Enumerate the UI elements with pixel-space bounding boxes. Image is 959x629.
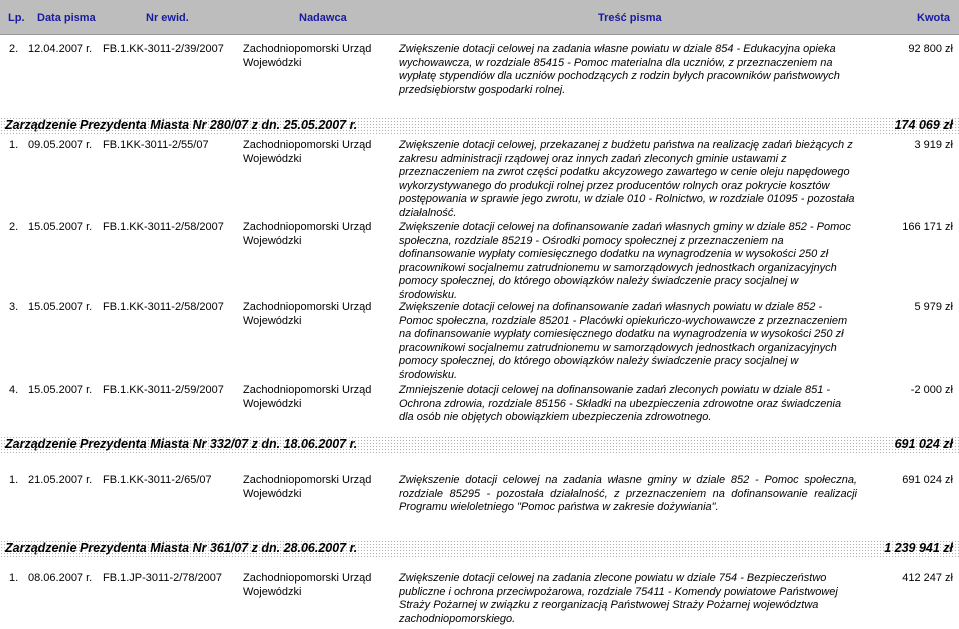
row-nadawca: Zachodniopomorski Urząd Wojewódzki <box>243 474 372 500</box>
row-date: 15.05.2007 r. <box>28 221 93 233</box>
header-tresc: Treść pisma <box>598 12 662 24</box>
row-nadawca: Zachodniopomorski Urząd Wojewódzki <box>243 221 372 247</box>
row-date: 15.05.2007 r. <box>28 301 93 313</box>
section-title: Zarządzenie Prezydenta Miasta Nr 280/07 z dn. 25.05.2007 r. <box>5 118 358 132</box>
row-date: 12.04.2007 r. <box>28 43 93 55</box>
row-kwota: 5 979 zł <box>914 301 953 313</box>
header-nadawca: Nadawca <box>299 12 347 24</box>
row-lp: 1. <box>9 474 19 486</box>
row-date: 15.05.2007 r. <box>28 384 93 396</box>
section-kwota: 174 069 zł <box>894 118 953 132</box>
row-nr: FB.1.KK-3011-2/65/07 <box>103 474 212 486</box>
section-band <box>0 117 959 134</box>
row-nr: FB.1.KK-3011-2/59/2007 <box>103 384 224 396</box>
section-title: Zarządzenie Prezydenta Miasta Nr 361/07 z dn. 28.06.2007 r. <box>5 541 358 555</box>
row-kwota: 412 247 zł <box>902 572 953 584</box>
row-date: 08.06.2007 r. <box>28 572 93 584</box>
row-nadawca: Zachodniopomorski Urząd Wojewódzki <box>243 384 372 410</box>
row-tresc: Zmniejszenie dotacji celowej na dofinansowanie zadań zleconych powiatu w dziale 851 - Ochrona zdrowia, rozdziale 85156 - Składki na ubezpieczenia zdrowotne oraz świadczenia dla osób nie objętych obowiązkiem ubezpieczenia zdrowotnego. <box>399 384 842 423</box>
row-nr: FB.1.KK-3011-2/39/2007 <box>103 43 224 55</box>
row-tresc: Zwiększenie dotacji celowej, przekazanej z budżetu państwa na realizację zadań bieżących z zakresu administracji rządowej oraz innych zadań zleconych gminie ustawami z przeznaczeniem na zwrot części podatku akcyzowego zawartego w cenie oleju napędowego wykorzystywanego do produkcji rolnej przez producentów rolnych oraz pokrycie kosztów postępowania w sprawie jego zwrotu, w dziale 010 - Rolnictwo, w rozdziale 01095 - pozostała działalność. <box>399 139 855 219</box>
row-nr: FB.1.JP-3011-2/78/2007 <box>103 572 223 584</box>
section-kwota: 1 239 941 zł <box>884 541 953 555</box>
header-date: Data pisma <box>37 12 96 24</box>
row-nadawca: Zachodniopomorski Urząd Wojewódzki <box>243 572 372 598</box>
row-kwota: -2 000 zł <box>910 384 953 396</box>
header-kwota: Kwota <box>917 12 950 24</box>
row-lp: 3. <box>9 301 19 313</box>
row-nr: FB.1.KK-3011-2/58/2007 <box>103 301 224 313</box>
row-kwota: 3 919 zł <box>914 139 953 151</box>
row-lp: 1. <box>9 572 19 584</box>
row-tresc: Zwiększenie dotacji celowej na zadania własne powiatu w dziale 854 - Edukacyjna opieka wychowawcza, w rozdziale 85415 - Pomoc materialna dla uczniów, z przeznaczeniem na wypłatę stypendiów dla uczniów pochodzących z rodzin byłych pracowników państwowych przedsiębiorstw gospodarki rolnej. <box>399 43 840 96</box>
row-nr: FB.1.KK-3011-2/58/2007 <box>103 221 224 233</box>
row-tresc: Zwiększenie dotacji celowej na zadania własne gminy w dziale 852 - Pomoc społeczna, rozdziale 85295 - pozostała działalność, z przeznaczeniem na dofinansowanie realizacji Programu wieloletniego "Pomoc państwa w zakresie dożywiania". <box>399 474 857 513</box>
row-kwota: 92 800 zł <box>908 43 953 55</box>
row-kwota: 166 171 zł <box>902 221 953 233</box>
table-header <box>0 0 959 35</box>
row-nadawca: Zachodniopomorski Urząd Wojewódzki <box>243 43 372 69</box>
row-tresc: Zwiększenie dotacji celowej na zadania zlecone powiatu w dziale 754 - Bezpieczeństwo publiczne i ochrona przeciwpożarowa, rozdziale 75411 - Komendy powiatowe Państwowej Straży Pożarnej w związku z reorganizacją Państwowej Straży Pożarnej województwa zachodniopomorskiego. <box>399 572 838 625</box>
section-title: Zarządzenie Prezydenta Miasta Nr 332/07 z dn. 18.06.2007 r. <box>5 437 358 451</box>
row-lp: 2. <box>9 221 19 233</box>
row-tresc: Zwiększenie dotacji celowej na dofinansowanie zadań własnych powiatu w dziale 852 - Pomoc społeczna, rozdziale 85201 - Placówki opiekuńczo-wychowawcze z przeznaczeniem na dofinansowanie wypłaty comiesięcznego dodatku na wynagrodzenia w wysokości 250 zł pracownikowi socjalnemu zatrudnionemu w samorządowych jednostkach organizacyjnych pomocy społecznej, do którego obowiązków należy świadczenie pracy socjalnej w środowisku. <box>399 301 848 381</box>
row-tresc: Zwiększenie dotacji celowej na dofinansowanie zadań własnych gminy w dziale 852 - Pomoc społeczna, rozdziale 85219 - Ośrodki pomocy społecznej z przeznaczeniem na dofinansowanie wypłaty comiesięcznego dodatku na wynagrodzenia w wysokości 250 zł pracownikowi socjalnemu zatrudnionemu w samorządowych jednostkach organizacyjnych pomocy społecznej, do którego obowiązków należy świadczenie pracy socjalnej w środowisku. <box>399 221 851 301</box>
row-lp: 2. <box>9 43 19 55</box>
section-kwota: 691 024 zł <box>894 437 953 451</box>
row-date: 09.05.2007 r. <box>28 139 93 151</box>
row-nadawca: Zachodniopomorski Urząd Wojewódzki <box>243 301 372 327</box>
row-date: 21.05.2007 r. <box>28 474 93 486</box>
row-lp: 4. <box>9 384 19 396</box>
header-lp: Lp. <box>8 12 25 24</box>
row-nr: FB.1KK-3011-2/55/07 <box>103 139 209 151</box>
row-nadawca: Zachodniopomorski Urząd Wojewódzki <box>243 139 372 165</box>
section-band <box>0 436 959 453</box>
section-band <box>0 540 959 557</box>
row-kwota: 691 024 zł <box>902 474 953 486</box>
row-lp: 1. <box>9 139 19 151</box>
header-nr: Nr ewid. <box>146 12 189 24</box>
